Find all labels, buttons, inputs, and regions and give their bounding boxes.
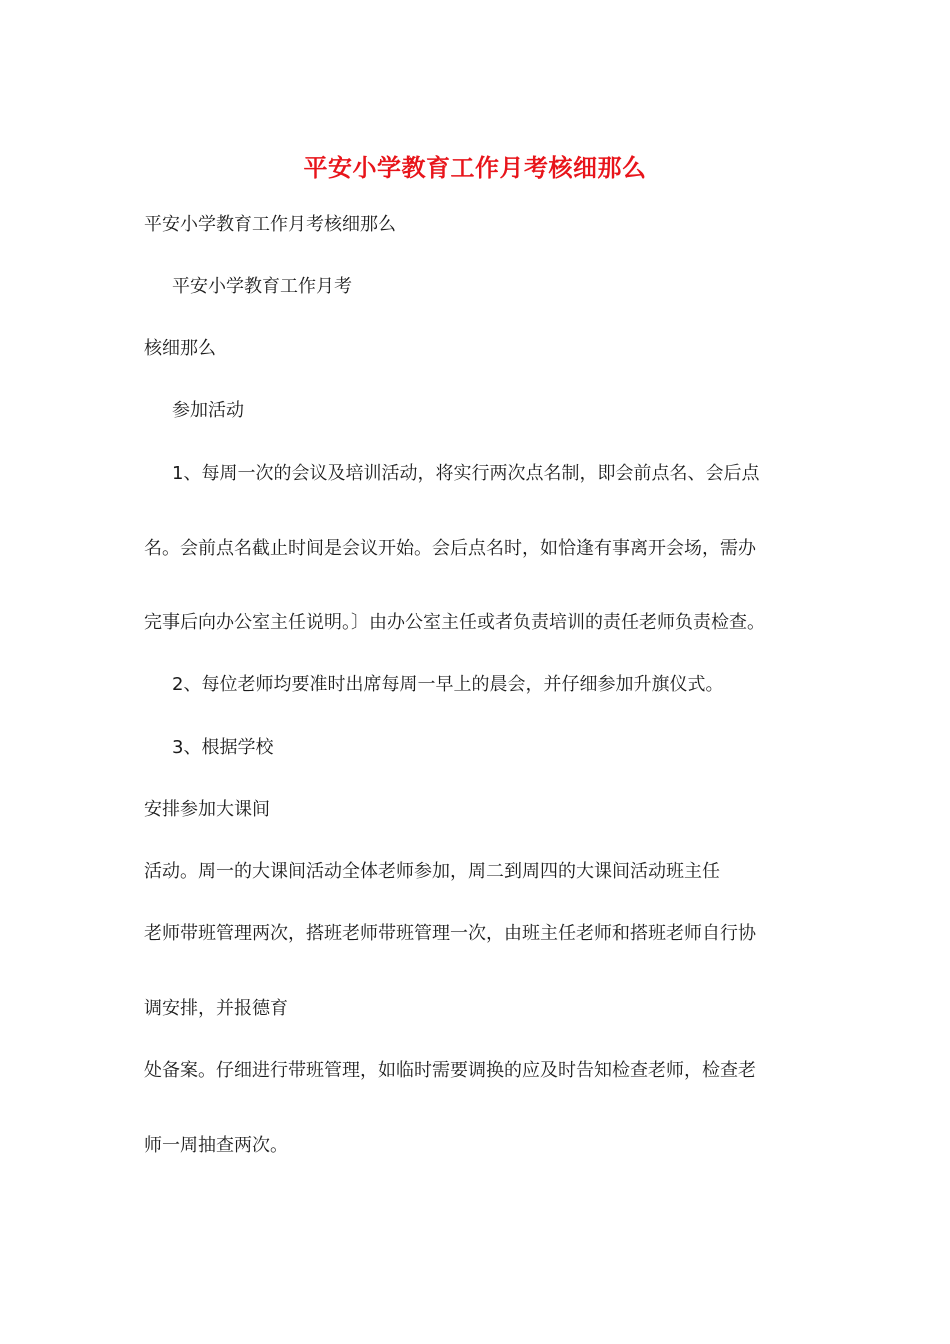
text-line-8: 2、每位老师均要准时出席每周一早上的晨会，并仔细参加升旗仪式。 xyxy=(172,674,724,695)
text-line-6: 名。会前点名截止时间是会议开始。会后点名时，如恰逢有事离开会场，需办 xyxy=(144,538,756,559)
text-line-14: 处备案。仔细进行带班管理，如临时需要调换的应及时告知检查老师，检查老 xyxy=(144,1060,756,1081)
text-line-11: 活动。周一的大课间活动全体老师参加，周二到周四的大课间活动班主任 xyxy=(144,861,720,882)
text-line-10: 安排参加大课间 xyxy=(144,799,270,820)
text-line-2: 平安小学教育工作月考 xyxy=(172,276,352,297)
text-line-12: 老师带班管理两次，搭班老师带班管理一次，由班主任老师和搭班老师自行协 xyxy=(144,923,756,944)
text-line-1: 平安小学教育工作月考核细那么 xyxy=(144,214,396,235)
section-heading-activities: 参加活动 xyxy=(172,400,244,421)
text-line-9: 3、根据学校 xyxy=(172,737,274,758)
text-line-5: 1、每周一次的会议及培训活动，将实行两次点名制，即会前点名、会后点 xyxy=(172,463,760,484)
document-title: 平安小学教育工作月考核细那么 xyxy=(303,153,647,182)
text-line-15: 师一周抽查两次。 xyxy=(144,1135,288,1156)
text-line-13: 调安排，并报德育 xyxy=(144,998,288,1019)
text-line-7: 完事后向办公室主任说明。〕由办公室主任或者负责培训的责任老师负责检查。 xyxy=(144,612,765,633)
text-line-3: 核细那么 xyxy=(144,338,216,359)
